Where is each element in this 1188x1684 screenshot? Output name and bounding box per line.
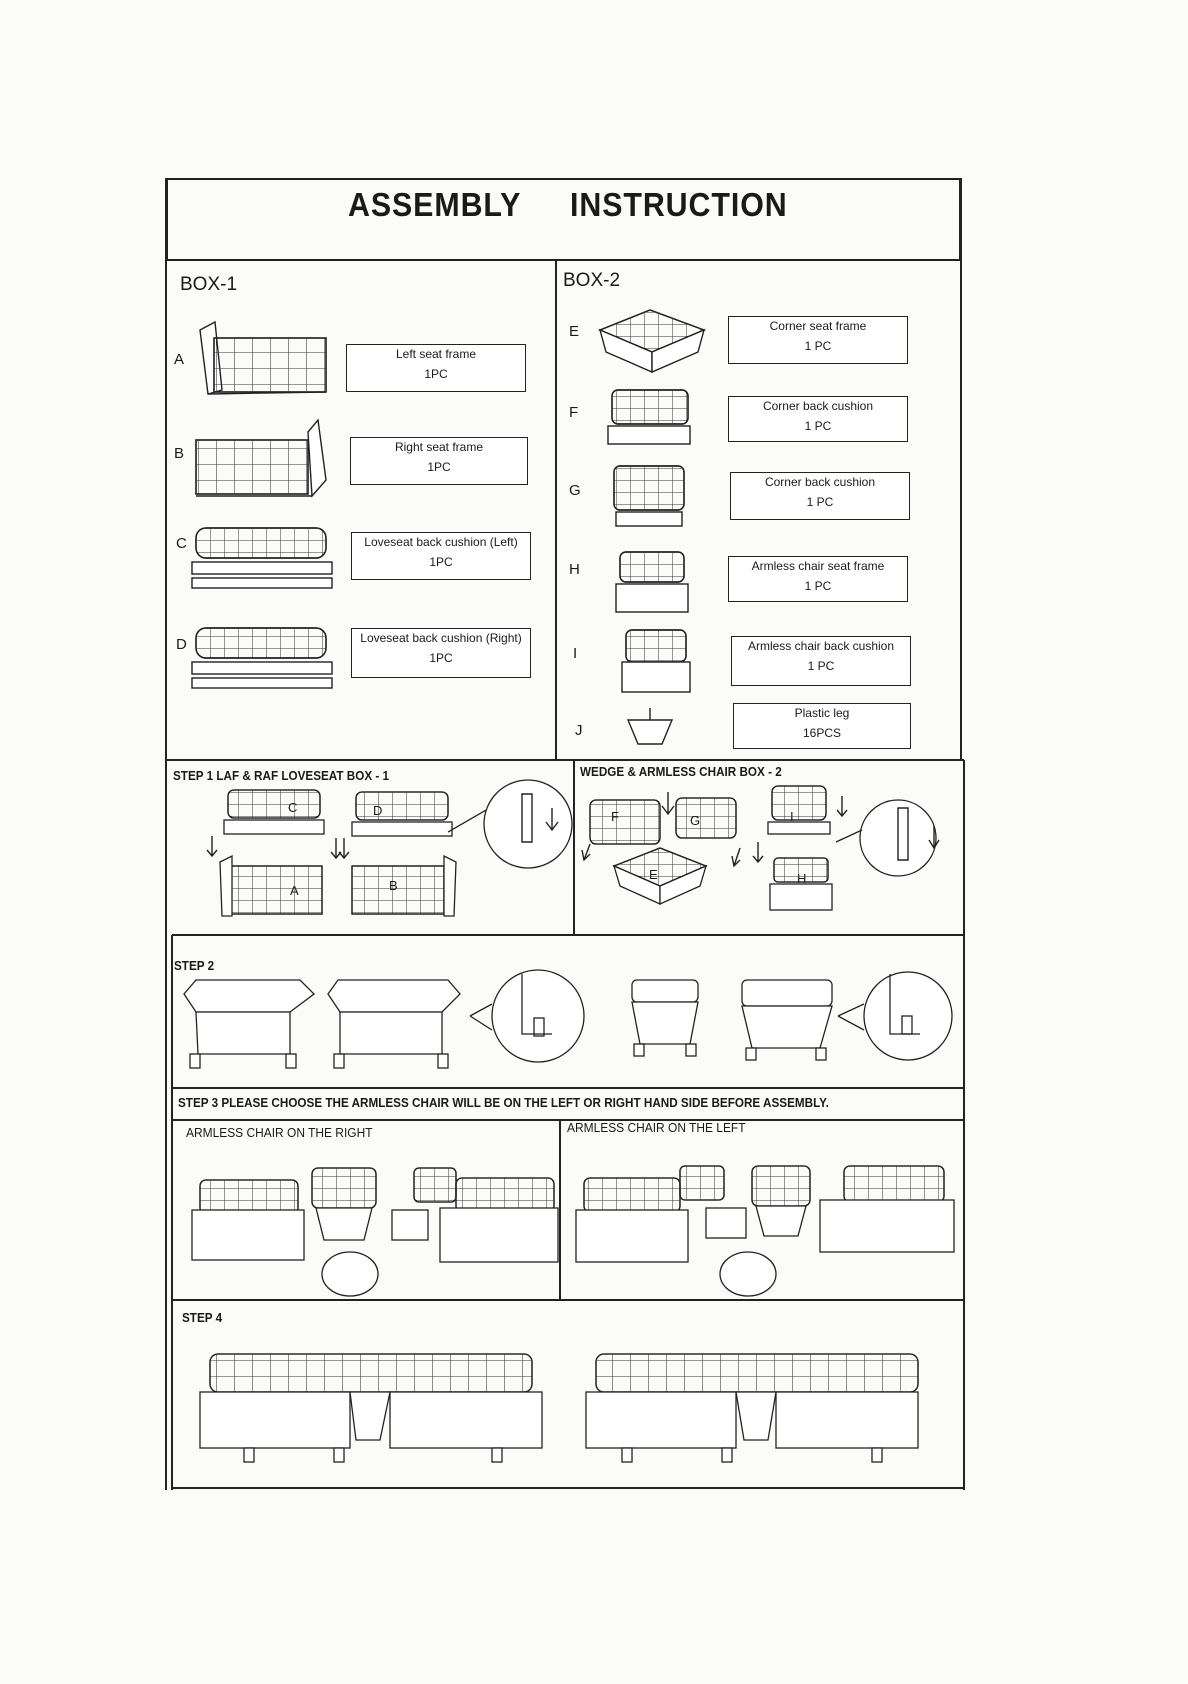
part-qty: 1PC: [427, 459, 451, 474]
part-qty: 1PC: [424, 366, 448, 381]
part-qty: 1PC: [429, 554, 453, 569]
step1-right-label: WEDGE & ARMLESS CHAIR BOX - 2: [580, 764, 782, 779]
box1-part-letter: D: [176, 636, 187, 653]
box2-part-letter: I: [573, 645, 578, 662]
step4-label: STEP 4: [182, 1310, 223, 1325]
part-qty: 1PC: [429, 650, 453, 665]
part-name: Corner back cushion: [764, 475, 876, 489]
part-name: Armless chair seat frame: [751, 559, 885, 573]
step1-left-label: STEP 1 LAF & RAF LOVESEAT BOX - 1: [173, 768, 390, 783]
part-qty: 1 PC: [804, 418, 832, 433]
part-name: Loveseat back cushion (Right): [360, 631, 522, 645]
part-name: Left seat frame: [395, 347, 477, 361]
box2-part-letter: F: [569, 404, 579, 421]
part-name: Loveseat back cushion (Left): [364, 535, 518, 549]
part-qty: 1 PC: [807, 658, 835, 673]
box2-part-letter: J: [575, 722, 583, 739]
title-word-instruction: INSTRUCTION: [570, 186, 788, 223]
box1-part-letter: A: [174, 351, 185, 368]
part-qty: 16PCS: [802, 725, 842, 740]
box1-part-letter: C: [176, 535, 187, 552]
step3-label: STEP 3 PLEASE CHOOSE THE ARMLESS CHAIR WILL BE ON THE LEFT OR RIGHT HAND SIDE BEFORE ASSEMBLY.: [178, 1095, 829, 1110]
step2-label: STEP 2: [174, 958, 215, 973]
box2-part-letter: E: [569, 323, 580, 340]
part-qty: 1 PC: [806, 494, 834, 509]
step3-left-option-label: ARMLESS CHAIR ON THE LEFT: [567, 1120, 746, 1135]
part-name: Armless chair back cushion: [747, 639, 895, 653]
part-name: Corner seat frame: [769, 319, 867, 333]
box1-part-letter: B: [174, 445, 185, 462]
step3-right-option-label: ARMLESS CHAIR ON THE RIGHT: [186, 1125, 373, 1140]
box2-label: BOX-2: [563, 270, 621, 291]
box2-part-letter: G: [569, 482, 581, 499]
title-word-assembly: ASSEMBLY: [348, 186, 522, 223]
part-qty: 1 PC: [804, 578, 832, 593]
part-name: Corner back cushion: [762, 399, 874, 413]
part-qty: 1 PC: [804, 338, 832, 353]
part-name: Right seat frame: [394, 440, 484, 454]
box2-part-letter: H: [569, 561, 580, 578]
box1-label: BOX-1: [180, 274, 238, 295]
part-name: Plastic leg: [794, 706, 850, 720]
